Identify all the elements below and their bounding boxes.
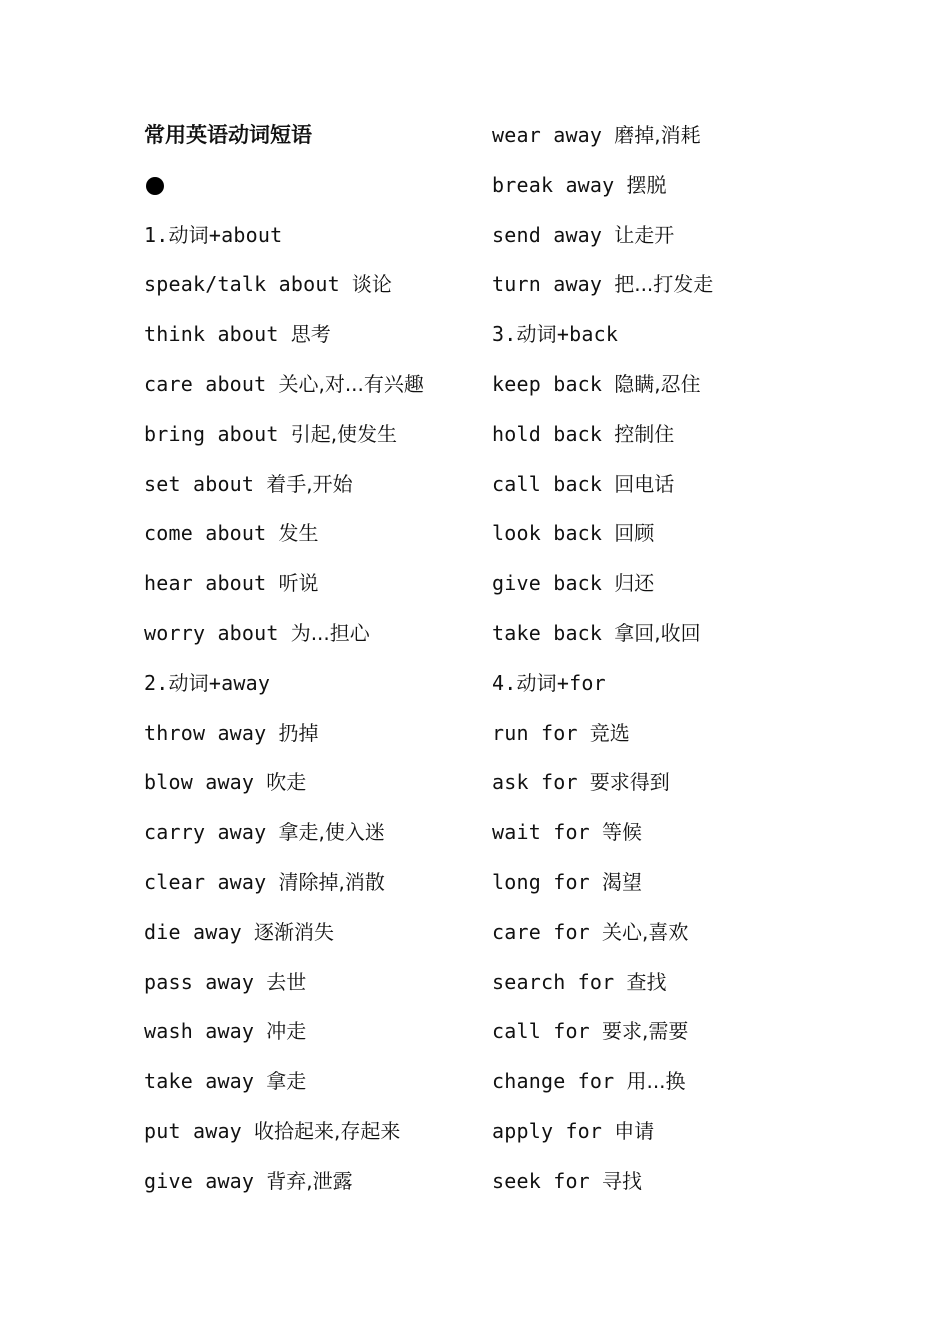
phrase-entry: [144, 310, 474, 360]
phrase-text: pass away: [144, 969, 255, 994]
phrase-meaning: 查找: [626, 969, 667, 994]
phrase-text: wash away: [144, 1019, 255, 1044]
phrase-text: call back: [492, 471, 603, 496]
section-heading: [144, 659, 474, 709]
phrase-text: speak/talk about: [144, 272, 340, 297]
phrase-entry: [492, 211, 822, 261]
phrase-text: die away: [144, 919, 242, 944]
phrase-text: blow away: [144, 770, 255, 795]
phrase-entry: [144, 758, 474, 808]
phrase-text: apply for: [492, 1118, 603, 1143]
right-phrase-list: [492, 111, 822, 1207]
phrase-entry: [492, 1057, 822, 1107]
phrase-text: throw away: [144, 720, 267, 745]
phrase-meaning: 回电话: [614, 471, 675, 496]
phrase-meaning: 控制住: [614, 421, 675, 446]
phrase-meaning: 冲走: [266, 1019, 307, 1044]
phrase-meaning: 把...打发走: [614, 272, 714, 297]
document-title: 常用英语动词短语: [144, 123, 312, 147]
bullet-icon: [146, 177, 164, 195]
phrase-meaning: 清除掉,消散: [278, 869, 385, 894]
right-column: [492, 111, 822, 1207]
phrase-meaning: 要求得到: [589, 770, 670, 795]
phrase-entry: [144, 858, 474, 908]
phrase-entry: [144, 908, 474, 958]
phrase-entry: [492, 808, 822, 858]
phrase-text: run for: [492, 720, 578, 745]
phrase-text: break away: [492, 172, 615, 197]
phrase-entry: [144, 1007, 474, 1057]
section-heading: [492, 659, 822, 709]
phrase-entry: [144, 609, 474, 659]
phrase-entry: [144, 1107, 474, 1157]
phrase-meaning: 拿走: [266, 1069, 307, 1094]
phrase-text: worry about: [144, 620, 279, 645]
phrase-meaning: 谈论: [351, 272, 392, 297]
phrase-text: think about: [144, 322, 279, 347]
phrase-text: look back: [492, 521, 603, 546]
phrase-meaning: 摆脱: [626, 172, 667, 197]
phrase-text: ask for: [492, 770, 578, 795]
phrase-meaning: 隐瞒,忍住: [614, 371, 701, 396]
phrase-text: take back: [492, 620, 603, 645]
phrase-entry: [492, 111, 822, 161]
phrase-entry: [492, 709, 822, 759]
phrase-text: change for: [492, 1069, 615, 1094]
phrase-meaning: 发生: [278, 521, 319, 546]
phrase-entry: [492, 460, 822, 510]
phrase-meaning: 磨掉,消耗: [614, 123, 701, 147]
phrase-entry: [492, 260, 822, 310]
phrase-meaning: 背弃,泄露: [266, 1168, 353, 1193]
section-heading-text: 3.动词+back: [492, 322, 619, 347]
phrase-entry: [144, 559, 474, 609]
phrase-meaning: 竞选: [589, 720, 630, 745]
left-phrase-list: [144, 211, 474, 1207]
phrase-meaning: 听说: [278, 571, 319, 596]
bullet-line: [144, 161, 474, 211]
phrase-text: turn away: [492, 272, 603, 297]
phrase-meaning: 申请: [614, 1118, 655, 1143]
phrase-meaning: 寻找: [601, 1168, 642, 1193]
phrase-text: keep back: [492, 371, 603, 396]
phrase-meaning: 引起,使发生: [290, 421, 398, 446]
phrase-entry: [492, 1157, 822, 1207]
phrase-entry: [144, 460, 474, 510]
section-heading-text: 2.动词+away: [144, 670, 271, 695]
phrase-meaning: 让走开: [614, 222, 675, 247]
phrase-entry: [144, 1057, 474, 1107]
section-heading: [492, 310, 822, 360]
phrase-entry: [492, 410, 822, 460]
section-heading-text: 4.动词+for: [492, 670, 606, 695]
phrase-meaning: 关心,对...有兴趣: [278, 371, 424, 396]
phrase-meaning: 扔掉: [278, 720, 319, 745]
phrase-meaning: 用...换: [626, 1069, 686, 1094]
phrase-text: seek for: [492, 1168, 590, 1193]
phrase-text: care about: [144, 371, 267, 396]
phrase-entry: [144, 509, 474, 559]
section-heading: [144, 211, 474, 261]
phrase-text: send away: [492, 222, 603, 247]
phrase-meaning: 为...担心: [290, 620, 370, 645]
phrase-text: long for: [492, 869, 590, 894]
phrase-entry: [144, 709, 474, 759]
phrase-meaning: 要求,需要: [601, 1019, 689, 1044]
phrase-meaning: 回顾: [614, 521, 655, 546]
phrase-entry: [144, 808, 474, 858]
phrase-meaning: 渴望: [601, 869, 642, 894]
phrase-meaning: 关心,喜欢: [601, 919, 689, 944]
phrase-text: set about: [144, 471, 255, 496]
phrase-text: carry away: [144, 820, 267, 845]
document-title-line: [144, 111, 474, 161]
phrase-text: wait for: [492, 820, 590, 845]
phrase-meaning: 拿走,使入迷: [278, 820, 385, 845]
phrase-meaning: 归还: [614, 571, 655, 596]
phrase-entry: [492, 559, 822, 609]
phrase-entry: [492, 161, 822, 211]
phrase-text: bring about: [144, 421, 279, 446]
phrase-text: call for: [492, 1019, 590, 1044]
phrase-entry: [492, 908, 822, 958]
phrase-entry: [144, 410, 474, 460]
phrase-text: clear away: [144, 869, 267, 894]
phrase-entry: [492, 509, 822, 559]
phrase-entry: [144, 958, 474, 1008]
phrase-entry: [492, 858, 822, 908]
phrase-meaning: 吹走: [266, 770, 307, 795]
phrase-text: give away: [144, 1168, 255, 1193]
phrase-entry: [144, 360, 474, 410]
phrase-entry: [492, 609, 822, 659]
phrase-text: hear about: [144, 571, 267, 596]
phrase-text: come about: [144, 521, 267, 546]
section-heading-text: 1.动词+about: [144, 222, 283, 247]
phrase-text: hold back: [492, 421, 603, 446]
phrase-entry: [144, 1157, 474, 1207]
phrase-meaning: 逐渐消失: [253, 919, 334, 944]
phrase-text: put away: [144, 1118, 242, 1143]
phrase-text: search for: [492, 969, 615, 994]
phrase-meaning: 着手,开始: [266, 471, 353, 496]
left-column: [144, 111, 474, 1207]
phrase-meaning: 拿回,收回: [614, 620, 701, 645]
phrase-text: give back: [492, 571, 603, 596]
phrase-entry: [492, 958, 822, 1008]
phrase-meaning: 去世: [266, 969, 307, 994]
phrase-meaning: 思考: [290, 322, 331, 347]
phrase-entry: [492, 1107, 822, 1157]
phrase-meaning: 等候: [601, 820, 642, 845]
phrase-entry: [492, 360, 822, 410]
phrase-meaning: 收拾起来,存起来: [253, 1118, 401, 1143]
phrase-text: wear away: [492, 123, 603, 147]
phrase-entry: [492, 1007, 822, 1057]
phrase-text: take away: [144, 1069, 255, 1094]
phrase-text: care for: [492, 919, 590, 944]
phrase-entry: [492, 758, 822, 808]
phrase-entry: [144, 260, 474, 310]
